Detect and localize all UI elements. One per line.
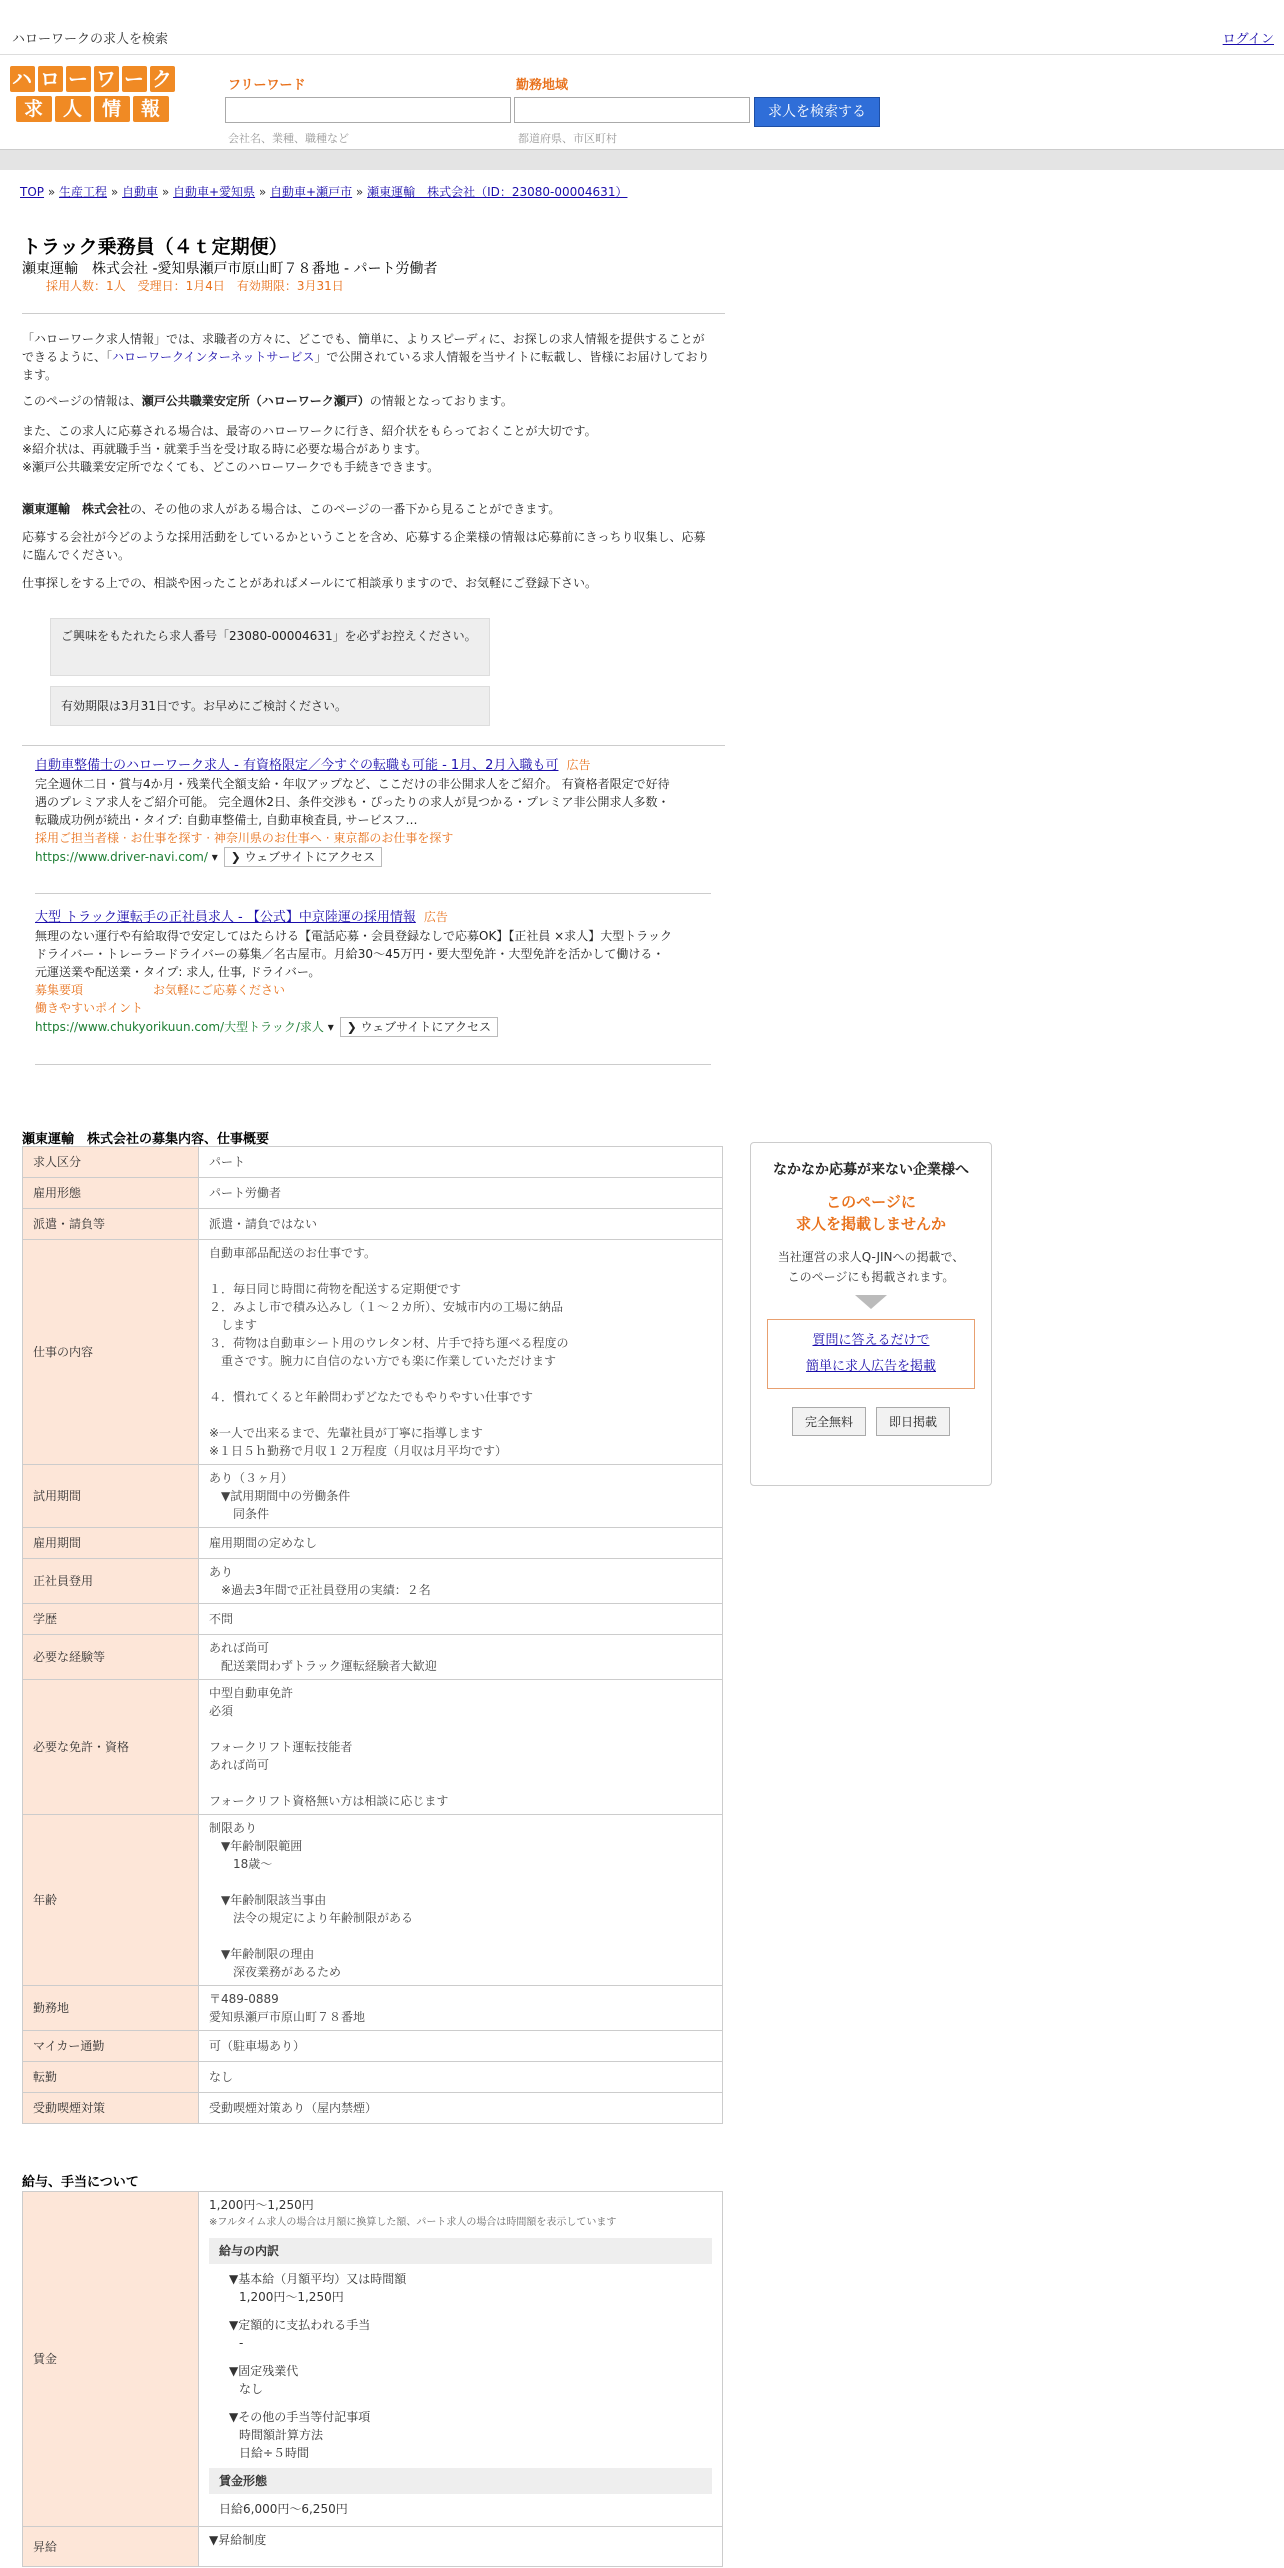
row-value: 不問 xyxy=(199,1604,723,1635)
breakdown-value: なし xyxy=(239,2382,264,2396)
wage-note: ※フルタイム求人の場合は月額に換算した額、パート求人の場合は時間額を表示しています xyxy=(209,2217,617,2228)
row-value: 自動車部品配送のお仕事です。 １．毎日同じ時間に荷物を配送する定期便です ２．みよし市で積み込みし（１～２カ所）、安城市内の工場に納品 します ３．荷物は自動車シート用のウレタン材、片手で持ち運べる程度の 重さです。腕力に自信のない方でも楽に作業していただけます ４．慣れてくると年齢問わずどなたでもやりやすい仕事です ※一人で出来るまで、先輩社員が丁寧に指導します ※１日５ｈ勤務で月収１２万程度（月収は月平均です） xyxy=(199,1240,723,1465)
table-row xyxy=(23,2192,723,2527)
advertise-sidebar xyxy=(750,1142,992,1486)
breakdown-title: 給与の内訳 xyxy=(209,2238,712,2264)
row-key: 派遣・請負等 xyxy=(23,1209,199,1240)
divider xyxy=(35,893,711,894)
ad-url[interactable]: https://www.chukyorikuun.com/大型トラック/求人 xyxy=(35,1020,324,1034)
ad-title-link[interactable]: 自動車整備士のハローワーク求人 - 有資格限定／今すぐの転職も可能 - 1月、2月入職も可 xyxy=(35,758,559,773)
breadcrumb-top[interactable]: TOP xyxy=(20,185,45,199)
intro-paragraph xyxy=(22,330,712,384)
row-value: パート労働者 xyxy=(199,1178,723,1209)
company-name: 瀬東運輸 株式会社 xyxy=(22,502,131,516)
pay-heading: 給与、手当について xyxy=(22,2175,139,2190)
source-paragraph xyxy=(22,392,712,410)
search-button[interactable]: 求人を検索する xyxy=(754,97,880,127)
freeword-label: フリーワード xyxy=(228,78,306,93)
divider xyxy=(22,313,725,314)
row-value: なし xyxy=(199,2062,723,2093)
breakdown-list xyxy=(209,2270,712,2462)
ad-badge: 広告 xyxy=(423,910,448,924)
row-value: 雇用期間の定めなし xyxy=(199,1528,723,1559)
job-number-note: ご興味をもたれたら求人番号「23080-00004631」を必ずお控えください。 xyxy=(50,618,490,676)
logo-row-2 xyxy=(4,96,180,122)
table-row xyxy=(23,1240,723,1465)
row-key: 必要な経験等 xyxy=(23,1635,199,1680)
breakdown-value: 日給÷５時間 xyxy=(239,2446,310,2460)
area-hint: 都道府県、市区町村 xyxy=(518,132,617,145)
freeword-input[interactable] xyxy=(225,97,511,123)
row-key: マイカー通勤 xyxy=(23,2031,199,2062)
logo-char: ロ xyxy=(38,66,63,92)
logo-char: ク xyxy=(150,66,175,92)
site-title: ハローワークの求人を検索 xyxy=(12,32,169,47)
job-title: トラック乗務員（４ｔ定期便） xyxy=(22,236,288,258)
breakdown-value: - xyxy=(239,2336,244,2350)
wage-form-value: 日給6,000円〜6,250円 xyxy=(219,2502,348,2516)
sidebar-catch xyxy=(751,1191,991,1235)
ad-body: 完全週休二日・賞与4か月・残業代全額支給・年収アップなど、ここだけの非公開求人をご紹介。 有資格者限定で好待遇のプレミア求人をご紹介可能。 完全週休2日、条件交渉も・ぴったりの求人が見つかる・プレミア非公開求人多数・転職成功例が続出・タイプ: 自動車整備士, 自動車検査員, サービスフ… xyxy=(35,777,670,827)
table-row xyxy=(23,1635,723,1680)
row-key: 仕事の内容 xyxy=(23,1240,199,1465)
row-key: 雇用期間 xyxy=(23,1528,199,1559)
row-key: 必要な免許・資格 xyxy=(23,1680,199,1815)
row-value: 〒489-0889 愛知県瀬戸市原山町７８番地 xyxy=(199,1986,723,2031)
arrow-down-icon xyxy=(855,1295,887,1309)
row-key: 学歴 xyxy=(23,1604,199,1635)
top-bar xyxy=(0,0,1284,55)
logo-char: 情 xyxy=(94,96,130,122)
job-meta: 採用人数：1人 受理日：1月4日 有効期限：3月31日 xyxy=(46,279,344,293)
source-text: の情報となっております。 xyxy=(369,394,513,408)
intro-text: 「ハローワーク求人情報」では、求職者の方々に、どこでも、簡単に、よりスピーディに、お探しの求人情報を提供することができるように、「 xyxy=(22,332,705,364)
row-key: 受動喫煙対策 xyxy=(23,2093,199,2124)
breakdown-item: ▼定額的に支払われる手当 xyxy=(229,2318,371,2332)
table-row xyxy=(23,1815,723,1986)
sidebar-catch-line: このページに xyxy=(826,1193,916,1211)
row-value: あれば尚可 配送業問わずトラック運転経験者大歓迎 xyxy=(199,1635,723,1680)
area-input[interactable] xyxy=(514,97,750,123)
row-value: 制限あり ▼年齢制限範囲 18歳〜 ▼年齢制限該当事由 法令の規定により年齢制限がある ▼年齢制限の理由 深夜業務があるため xyxy=(199,1815,723,1986)
row-key: 試用期間 xyxy=(23,1465,199,1528)
table-row xyxy=(23,1209,723,1240)
hellowork-logo[interactable] xyxy=(4,66,180,126)
divider-band xyxy=(0,149,1284,170)
breadcrumb-industry[interactable]: 自動車 xyxy=(122,185,159,199)
row-value: 派遣・請負ではない xyxy=(199,1209,723,1240)
logo-char: ワ xyxy=(94,66,119,92)
logo-char: 求 xyxy=(16,96,52,122)
raise-value: ▼昇給制度 xyxy=(199,2527,723,2567)
ad-title-link[interactable]: 大型 トラック運転手の正社員求人 - 【公式】中京陸運の採用情報 xyxy=(35,910,416,925)
apply-note: ※紹介状は、再就職手当・就業手当を受け取る時に必要な場合があります。 xyxy=(22,442,428,456)
breadcrumb-city[interactable]: 自動車+瀬戸市 xyxy=(270,185,353,199)
chevron-down-icon[interactable]: ▾ xyxy=(211,850,218,864)
table-row xyxy=(23,1147,723,1178)
visit-site-button[interactable]: ❯ ウェブサイトにアクセス xyxy=(224,847,382,867)
job-details-table xyxy=(22,1146,723,2124)
row-value: 可（駐車場あり） xyxy=(199,2031,723,2062)
row-key: 賃金 xyxy=(23,2192,199,2527)
visit-site-button[interactable]: ❯ ウェブサイトにアクセス xyxy=(340,1017,498,1037)
row-value: パート xyxy=(199,1147,723,1178)
breadcrumb-prefecture[interactable]: 自動車+愛知県 xyxy=(173,185,256,199)
logo-row-1 xyxy=(4,66,180,92)
table-row xyxy=(23,2031,723,2062)
row-key: 転勤 xyxy=(23,2062,199,2093)
source-text: このページの情報は、 xyxy=(22,394,142,408)
row-key: 昇給 xyxy=(23,2527,199,2567)
breakdown-item: ▼固定残業代 xyxy=(229,2364,299,2378)
login-link[interactable]: ログイン xyxy=(1222,32,1274,47)
logo-char: 報 xyxy=(133,96,169,122)
breadcrumb-company[interactable]: 瀬東運輸 株式会社（ID：23080-00004631） xyxy=(367,185,628,199)
row-key: 求人区分 xyxy=(23,1147,199,1178)
wage-form-title: 賃金形態 xyxy=(209,2468,712,2494)
ad-block xyxy=(35,908,675,1037)
row-value: 中型自動車免許 必須 フォークリフト運転技能者 あれば尚可 フォークリフト資格無い方は相談に応じます xyxy=(199,1680,723,1815)
table-row xyxy=(23,2062,723,2093)
consult-paragraph: 仕事探しをする上での、相談や困ったことがあればメールにて相談承りますので、お気軽にご登録下さい。 xyxy=(22,576,598,590)
sidebar-desc-line: このページにも掲載されます。 xyxy=(787,1270,955,1284)
logo-char: ハ xyxy=(10,66,35,92)
breakdown-item: ▼基本給（月額平均）又は時間額 xyxy=(229,2272,407,2286)
table-row xyxy=(23,1465,723,1528)
table-row xyxy=(23,2093,723,2124)
row-value: あり ※過去3年間で正社員登用の実績：２名 xyxy=(199,1559,723,1604)
company-line: 瀬東運輸 株式会社 -愛知県瀬戸市原山町７８番地 - パート労働者 xyxy=(22,261,438,277)
breadcrumb-category[interactable]: 生産工程 xyxy=(59,185,108,199)
ad-body: 無理のない運行や有給取得で安定してはたらける【電話応募・会員登録なしで応募OK】【正社員 ×求人】大型トラックドライバー・トレーラードライバーの募集／名古屋市。月給30〜45万円・要大型免許・大型免許を活かして働ける・元運送業や配送業・タイプ: 求人, 仕事, ドライバー。 xyxy=(35,929,672,979)
ad-block xyxy=(35,756,675,867)
apply-note: また、この求人に応募される場合は、最寄のハローワークに行き、紹介状をもらっておくことが大切です。 xyxy=(22,424,597,438)
sidebar-link[interactable]: 質問に答えるだけで xyxy=(812,1333,930,1348)
table-row xyxy=(23,1604,723,1635)
research-paragraph: 応募する会社が今どのような採用活動をしているかということを含め、応募する企業様の情報は応募前にきっちり収集し、応募に臨んでください。 xyxy=(22,530,706,562)
ad-badge: 広告 xyxy=(566,758,591,772)
ad-sitelinks[interactable]: 採用ご担当者様 · お仕事を探す · 神奈川県のお仕事へ · 東京都のお仕事を探す xyxy=(35,831,454,845)
table-row xyxy=(23,2527,723,2567)
details-heading: 瀬東運輸 株式会社の募集内容、仕事概要 xyxy=(22,1132,270,1147)
row-value: あり（３ヶ月） ▼試用期間中の労働条件 同条件 xyxy=(199,1465,723,1528)
intro-text: 」で公開されている求人情報を当サイトに転載し、皆様にお届けしております。 xyxy=(22,350,710,382)
breakdown-item: ▼その他の手当等付記事項 xyxy=(229,2410,371,2424)
table-row xyxy=(23,1680,723,1815)
row-key: 雇用形態 xyxy=(23,1178,199,1209)
table-row xyxy=(23,1986,723,2031)
chevron-down-icon[interactable]: ▾ xyxy=(327,1020,334,1034)
wage-cell xyxy=(199,2192,723,2527)
row-key: 正社員登用 xyxy=(23,1559,199,1604)
other-jobs-text: の、その他の求人がある場合は、このページの一番下から見ることができます。 xyxy=(130,502,561,516)
sidebar-buttons xyxy=(751,1407,991,1436)
logo-char: 人 xyxy=(55,96,91,122)
breakdown-value: 時間額計算方法 xyxy=(239,2428,324,2442)
table-row xyxy=(23,1528,723,1559)
source-office: 瀬戸公共職業安定所（ハローワーク瀬戸） xyxy=(141,394,370,408)
pay-table xyxy=(22,2191,723,2567)
divider xyxy=(22,745,725,746)
ad-sitelink[interactable]: 働きやすいポイント xyxy=(35,1001,144,1015)
hellowork-internet-link[interactable]: ハローワークインターネットサービス xyxy=(112,350,315,364)
row-key: 年齢 xyxy=(23,1815,199,1986)
ad-sitelink[interactable]: 募集要項 xyxy=(35,983,84,997)
row-value: 受動喫煙対策あり（屋内禁煙） xyxy=(199,2093,723,2124)
breadcrumb: TOP » 生産工程 » 自動車 » 自動車+愛知県 » 自動車+瀬戸市 » 瀬東運輸 株式会社（ID：23080-00004631） xyxy=(20,185,628,199)
table-row xyxy=(23,1559,723,1604)
breakdown-value: 1,200円〜1,250円 xyxy=(239,2290,344,2304)
sidebar-link-box xyxy=(767,1319,975,1389)
logo-char: ー xyxy=(66,66,91,92)
sidebar-desc-line: 当社運営の求人Q-JINへの掲載で、 xyxy=(777,1250,965,1264)
sidebar-title: なかなか応募が来ない企業様へ xyxy=(773,1162,969,1178)
apply-note: ※瀬戸公共職業安定所でなくても、どこのハローワークでも手続きできます。 xyxy=(22,460,440,474)
other-jobs-paragraph xyxy=(22,500,712,518)
table-row xyxy=(23,1178,723,1209)
sidebar-link[interactable]: 簡単に求人広告を掲載 xyxy=(805,1359,936,1374)
ad-sitelink[interactable]: お気軽にご応募ください xyxy=(153,983,286,997)
sidebar-catch-line: 求人を掲載しませんか xyxy=(795,1215,946,1233)
wage-range: 1,200円〜1,250円 xyxy=(209,2198,314,2212)
free-button[interactable]: 完全無料 xyxy=(792,1407,866,1436)
same-day-button[interactable]: 即日掲載 xyxy=(876,1407,950,1436)
logo-char: ー xyxy=(122,66,147,92)
sidebar-description xyxy=(751,1247,991,1287)
ad-url[interactable]: https://www.driver-navi.com/ xyxy=(35,850,208,864)
row-key: 勤務地 xyxy=(23,1986,199,2031)
deadline-note: 有効期限は3月31日です。お早めにご検討ください。 xyxy=(50,686,490,726)
area-label: 勤務地域 xyxy=(516,78,569,93)
divider xyxy=(35,1064,711,1065)
freeword-hint: 会社名、業種、職種など xyxy=(228,132,349,145)
